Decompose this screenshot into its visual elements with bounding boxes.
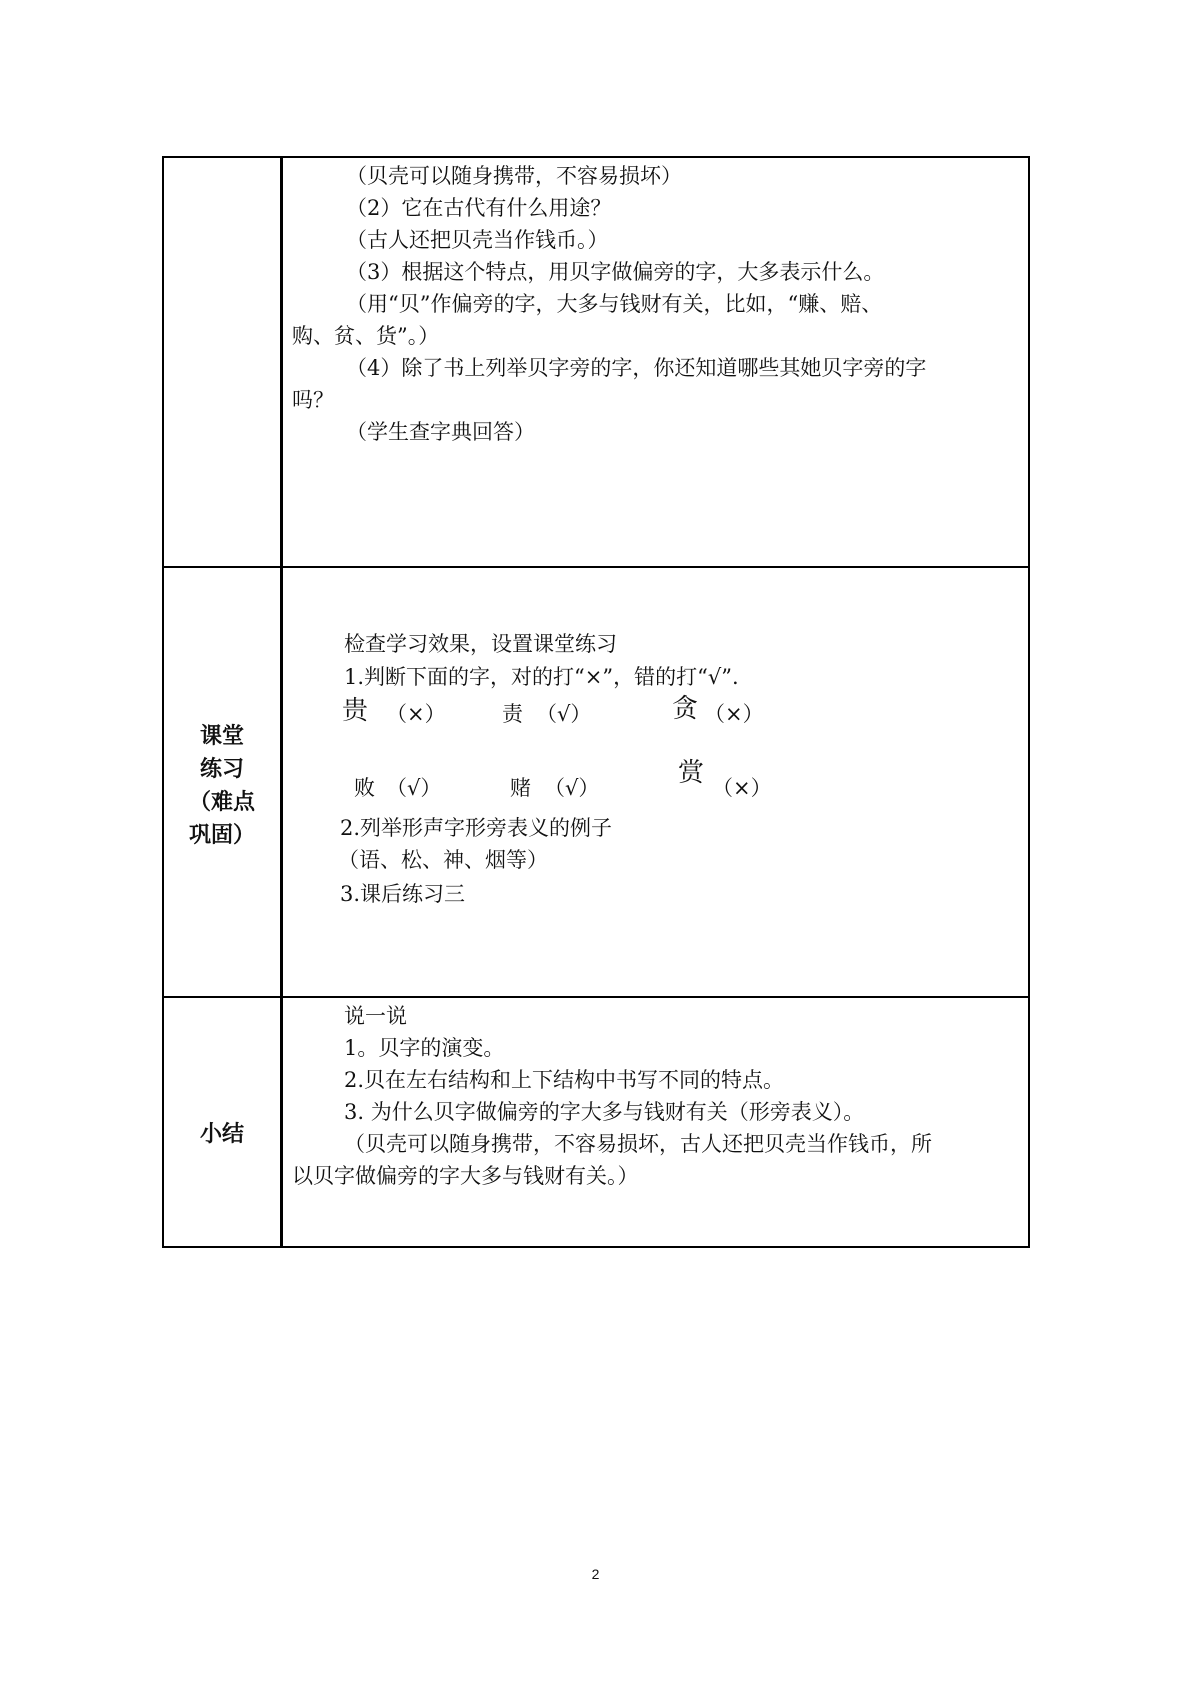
judge-mark: （√） — [386, 776, 442, 800]
row1-content — [292, 160, 1018, 448]
question-2-answer: （语、松、神、烟等） — [338, 848, 548, 872]
row1-line: （用“贝”作偏旁的字，大多与钱财有关，比如，“赚、赔、 — [346, 292, 883, 316]
page-number: 2 — [591, 1566, 600, 1582]
judge-char: 赌 — [510, 776, 531, 800]
row1-line: 购、贫、货”。） — [292, 324, 440, 348]
row1-line: （贝壳可以随身携带，不容易损坏） — [346, 164, 682, 188]
row3-label: 小结 — [199, 1122, 244, 1147]
question-2: 2.列举形声字形旁表义的例子 — [340, 816, 613, 840]
row2-label-line: 练习 — [199, 757, 244, 782]
row2-label — [164, 720, 280, 852]
summary-line: 1。贝字的演变。 — [344, 1036, 505, 1060]
row1-line: （2）它在古代有什么用途？ — [346, 196, 612, 220]
row2-label-line: 课堂 — [199, 724, 244, 749]
summary-line: 说一说 — [344, 1004, 407, 1028]
row-divider-2 — [164, 996, 1028, 998]
column-divider — [280, 158, 283, 1246]
summary-line: 2.贝在左右结构和上下结构中书写不同的特点。 — [344, 1068, 785, 1092]
row2-label-line: （难点 — [188, 790, 255, 815]
row1-line: （4）除了书上列举贝字旁的字，你还知道哪些其她贝字旁的字 — [346, 356, 927, 380]
row1-line: （古人还把贝壳当作钱币。） — [346, 228, 609, 252]
judge-char: 贵 — [342, 696, 369, 726]
judge-mark: （√） — [536, 702, 592, 726]
judge-mark: （×） — [704, 702, 764, 726]
question-3: 3.课后练习三 — [340, 882, 466, 906]
row1-line: （3）根据这个特点，用贝字做偏旁的字，大多表示什么。 — [346, 260, 885, 284]
summary-line: （贝壳可以随身携带，不容易损坏，古人还把贝壳当作钱币，所 — [344, 1132, 932, 1156]
summary-line: 3. 为什么贝字做偏旁的字大多与钱财有关（形旁表义）。 — [344, 1100, 865, 1124]
row1-line: （学生查字典回答） — [346, 420, 535, 444]
row3-content — [292, 1000, 1018, 1192]
practice-intro: 检查学习效果，设置课堂练习 — [344, 632, 617, 656]
judge-char: 赏 — [678, 758, 705, 788]
judge-mark: （×） — [386, 702, 446, 726]
lesson-table — [162, 156, 1030, 1248]
row-divider-1 — [164, 566, 1028, 568]
judge-mark: （√） — [544, 776, 600, 800]
judge-char: 责 — [502, 702, 523, 726]
question-1: 1.判断下面的字，对的打“×”，错的打“√”. — [344, 665, 739, 689]
judge-mark: （×） — [712, 776, 772, 800]
row2-label-line: 巩固） — [188, 823, 255, 848]
judge-char: 贪 — [672, 694, 699, 724]
judge-char: 败 — [354, 776, 375, 800]
row1-line: 吗？ — [292, 388, 334, 412]
row1-label — [164, 158, 280, 566]
summary-line: 以贝字做偏旁的字大多与钱财有关。） — [292, 1164, 639, 1188]
